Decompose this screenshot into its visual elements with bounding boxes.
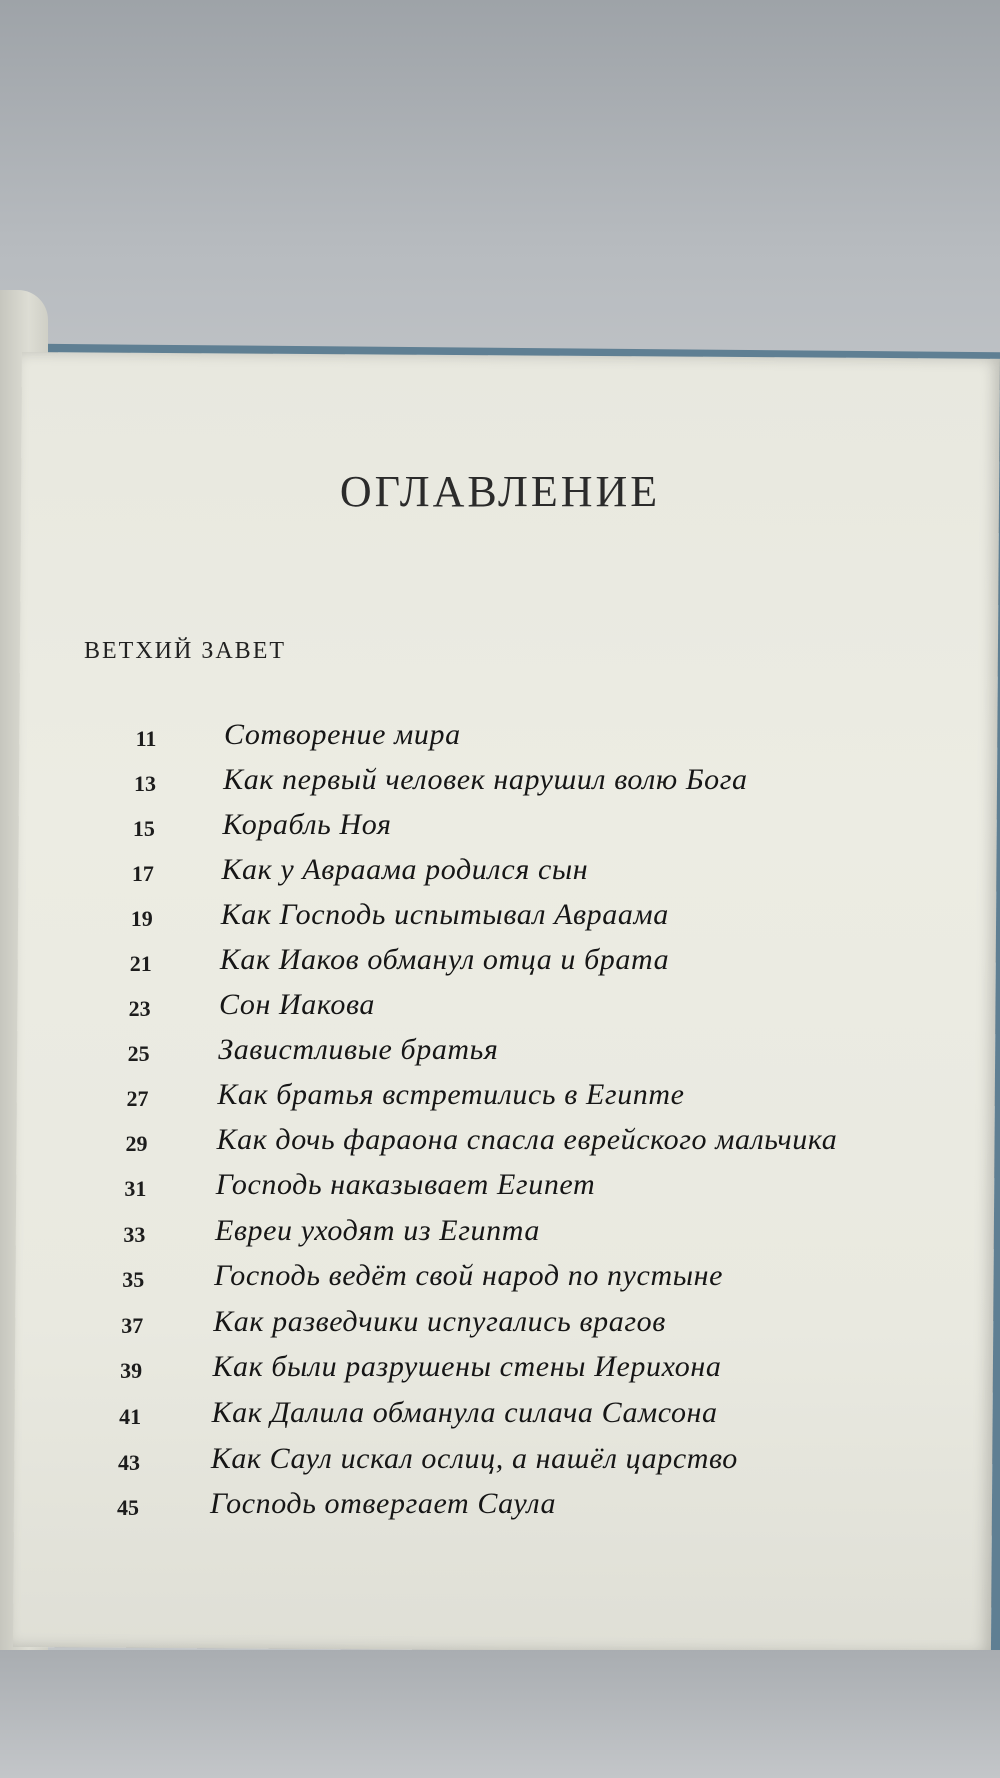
toc-page-number: 15 bbox=[132, 816, 155, 841]
toc-title: Как Саул искал ослиц, а нашёл царство bbox=[210, 1442, 738, 1475]
toc-page-number: 41 bbox=[119, 1404, 142, 1429]
toc-entry bbox=[0, 898, 1000, 944]
toc-entry bbox=[0, 1259, 1000, 1305]
toc-title: Завистливые братья bbox=[218, 1033, 499, 1066]
toc-title: Господь ведёт свой народ по пустыне bbox=[214, 1259, 724, 1292]
toc-entry bbox=[0, 1350, 1000, 1396]
toc-page-number: 31 bbox=[124, 1176, 147, 1201]
toc-title: Как братья встретились в Египте bbox=[217, 1078, 685, 1111]
toc-entry bbox=[0, 1123, 1000, 1169]
toc-page-number: 23 bbox=[128, 996, 151, 1021]
toc-title: Как были разрушены стены Иерихона bbox=[212, 1350, 722, 1383]
toc-entry bbox=[0, 1305, 1000, 1351]
toc-title: Как разведчики испугались врагов bbox=[213, 1305, 666, 1338]
toc-page-number: 33 bbox=[123, 1222, 146, 1247]
toc-page-number: 21 bbox=[129, 951, 152, 976]
toc-entry bbox=[0, 1168, 1000, 1214]
toc-title: Как Иаков обманул отца и брата bbox=[219, 943, 670, 976]
toc-page-number: 35 bbox=[122, 1267, 145, 1292]
toc-title: Как Господь испытывал Авраама bbox=[220, 898, 669, 931]
toc-page-number: 43 bbox=[118, 1450, 141, 1475]
toc-page-number: 11 bbox=[135, 726, 157, 751]
toc-entry bbox=[0, 853, 1000, 899]
toc-page-number: 13 bbox=[133, 771, 156, 796]
toc-entry bbox=[0, 1078, 1000, 1124]
toc-page-number: 37 bbox=[121, 1313, 144, 1338]
toc-page-number: 17 bbox=[131, 861, 154, 886]
toc-title: Евреи уходят из Египта bbox=[214, 1214, 540, 1247]
toc-entry bbox=[0, 988, 1000, 1034]
toc-entry bbox=[0, 718, 1000, 764]
toc-title: Сотворение мира bbox=[224, 718, 461, 751]
page-title: ОГЛАВЛЕНИЕ bbox=[339, 467, 661, 516]
toc-title: Сон Иакова bbox=[219, 988, 376, 1021]
toc-entry bbox=[0, 1487, 1000, 1533]
toc-entry bbox=[0, 1033, 1000, 1079]
toc-entry bbox=[0, 1442, 1000, 1488]
toc-page-number: 45 bbox=[117, 1495, 139, 1520]
toc-page-number: 29 bbox=[125, 1131, 148, 1156]
toc-entry bbox=[0, 763, 1000, 809]
toc-title: Как дочь фараона спасла еврейского мальчика bbox=[216, 1123, 838, 1156]
toc-title: Господь отвергает Саула bbox=[210, 1487, 557, 1520]
toc-title: Как первый человек нарушил волю Бога bbox=[223, 763, 748, 796]
toc-entry bbox=[0, 1396, 1000, 1442]
toc-entry bbox=[0, 1214, 1000, 1260]
toc-page-number: 27 bbox=[126, 1086, 149, 1111]
toc-page-number: 39 bbox=[120, 1358, 143, 1383]
toc-title: Как Далила обманула силача Самсона bbox=[211, 1396, 718, 1429]
toc-title: Господь наказывает Египет bbox=[215, 1168, 596, 1201]
toc-entry bbox=[0, 808, 1000, 854]
toc-entry bbox=[0, 943, 1000, 989]
toc-title: Как у Авраама родился сын bbox=[221, 853, 589, 886]
toc-title: Корабль Ноя bbox=[222, 808, 392, 841]
toc-page-number: 19 bbox=[130, 906, 153, 931]
section-heading: ВЕТХИЙ ЗАВЕТ bbox=[84, 638, 287, 664]
toc-page-number: 25 bbox=[127, 1041, 150, 1066]
